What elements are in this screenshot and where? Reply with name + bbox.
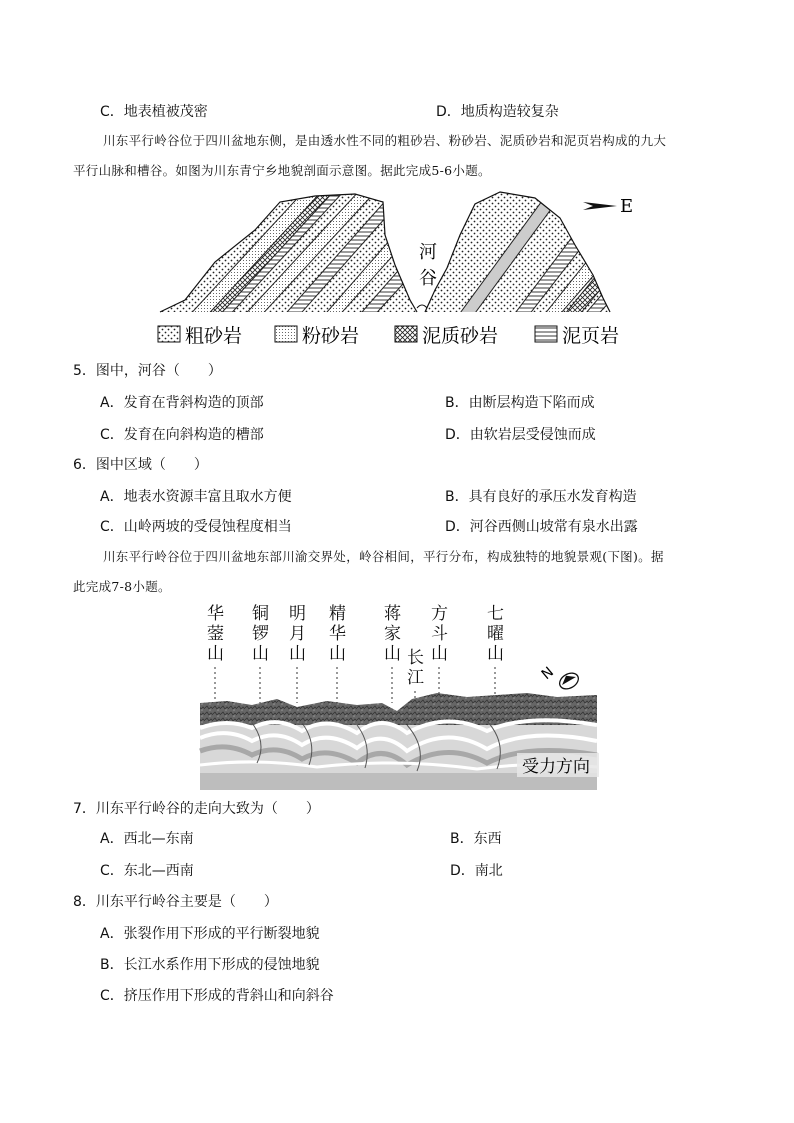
- mountain-label-0: [207, 604, 224, 664]
- force-direction-label: 受力方向: [522, 757, 590, 777]
- intro-7-8-line2: 此完成7-8小题。: [73, 579, 171, 594]
- mountain-label-1: [252, 604, 269, 664]
- mountain-label-char: 月: [289, 624, 306, 644]
- intro-5-6-line1: 川东平行岭谷位于四川盆地东侧，是由透水性不同的粗砂岩、粉砂岩、泥质砂岩和泥页岩构成的九大: [103, 133, 667, 148]
- river-icon: [417, 305, 427, 308]
- q8-option-a: A．张裂作用下形成的平行断裂地貌: [100, 926, 320, 942]
- intro-7-8-line1: 川东平行岭谷位于四川盆地东部川渝交界处，岭谷相间，平行分布，构成独特的地貌景观(下图)。据: [103, 549, 664, 564]
- q7-option-b: B．东西: [450, 831, 502, 847]
- river-label-1: 河: [419, 242, 437, 263]
- mountain-label-char: 曜: [487, 624, 504, 644]
- right-mountain: [415, 190, 625, 320]
- legend-swatch-coarse-sandstone: [158, 326, 180, 342]
- east-arrow-icon: [583, 202, 617, 210]
- q6-stem: 6．图中区域（ ）: [73, 457, 208, 473]
- legend-label-siltstone: 粉砂岩: [302, 325, 360, 347]
- legend-swatch-argillaceous-sandstone: [395, 326, 417, 342]
- q4-option-d: D．地质构造较复杂: [436, 104, 559, 120]
- q7-option-d: D．南北: [450, 863, 503, 879]
- mountain-label-char: 山: [384, 644, 401, 664]
- north-compass-icon: [557, 670, 581, 692]
- east-label: E: [620, 196, 634, 217]
- mountain-label-char: 斗: [431, 624, 448, 644]
- mountain-label-char: 家: [384, 624, 401, 644]
- mountain-label-char: 华: [207, 604, 224, 624]
- mountain-label-char: 长: [407, 648, 424, 668]
- mountain-label-char: 山: [207, 644, 224, 664]
- q7-stem: 7．川东平行岭谷的走向大致为（ ）: [73, 801, 320, 817]
- figure-landscape: [197, 603, 602, 793]
- q8-option-b: B．长江水系作用下形成的侵蚀地貌: [100, 957, 320, 973]
- mountain-label-char: 明: [289, 604, 306, 624]
- q5-option-d: D．由软岩层受侵蚀而成: [445, 427, 596, 443]
- mountain-label-char: 蒋: [384, 604, 401, 624]
- q7-option-a: A．西北—东南: [100, 831, 194, 847]
- mountain-label-char: 山: [252, 644, 269, 664]
- mountain-label-char: 铜: [252, 604, 269, 624]
- mountain-label-6: [431, 604, 448, 664]
- north-label: N: [538, 664, 557, 684]
- legend-swatch-siltstone: [275, 326, 297, 342]
- q4-option-c: C．地表植被茂密: [100, 104, 208, 120]
- intro-5-6-line2: 平行山脉和槽谷。如图为川东青宁乡地貌剖面示意图。据此完成5-6小题。: [73, 163, 491, 178]
- mountain-label-char: 山: [431, 644, 448, 664]
- q6-option-c: C．山岭两坡的受侵蚀程度相当: [100, 519, 292, 535]
- legend: [158, 325, 619, 347]
- river-label-2: 谷: [419, 268, 437, 289]
- mountain-label-4: [384, 604, 401, 664]
- left-mountain: [155, 190, 425, 320]
- figure-cross-section: [155, 190, 645, 350]
- q8-stem: 8．川东平行岭谷主要是（ ）: [73, 894, 278, 910]
- q5-option-c: C．发育在向斜构造的槽部: [100, 427, 264, 443]
- mountain-label-3: [329, 604, 346, 664]
- mountain-label-char: 江: [407, 668, 424, 688]
- mountain-label-char: 华: [329, 624, 346, 644]
- q6-option-a: A．地表水资源丰富且取水方便: [100, 489, 292, 505]
- q6-option-b: B．具有良好的承压水发育构造: [445, 489, 637, 505]
- mountain-label-char: 锣: [252, 624, 269, 644]
- mountain-label-char: 精: [329, 604, 346, 624]
- mountain-label-char: 山: [487, 644, 504, 664]
- mountain-label-char: 方: [431, 604, 448, 624]
- legend-label-coarse-sandstone: 粗砂岩: [185, 325, 243, 347]
- mountain-label-5: [407, 648, 424, 688]
- mountain-label-char: 七: [487, 604, 504, 624]
- legend-label-mudshale: 泥页岩: [562, 325, 620, 347]
- mountain-label-7: [487, 604, 504, 664]
- mountain-label-2: [289, 604, 306, 664]
- q6-option-d: D．河谷西侧山坡常有泉水出露: [445, 519, 638, 535]
- q5-stem: 5．图中，河谷（ ）: [73, 363, 222, 379]
- q7-option-c: C．东北—西南: [100, 863, 194, 879]
- legend-swatch-mudshale: [535, 326, 557, 342]
- mountain-label-char: 山: [329, 644, 346, 664]
- legend-label-argillaceous-sandstone: 泥质砂岩: [422, 325, 499, 347]
- q8-option-c: C．挤压作用下形成的背斜山和向斜谷: [100, 988, 334, 1004]
- q5-option-a: A．发育在背斜构造的顶部: [100, 395, 264, 411]
- mountain-label-char: 蓥: [207, 624, 224, 644]
- q5-option-b: B．由断层构造下陷而成: [445, 395, 595, 411]
- mountain-label-char: 山: [289, 644, 306, 664]
